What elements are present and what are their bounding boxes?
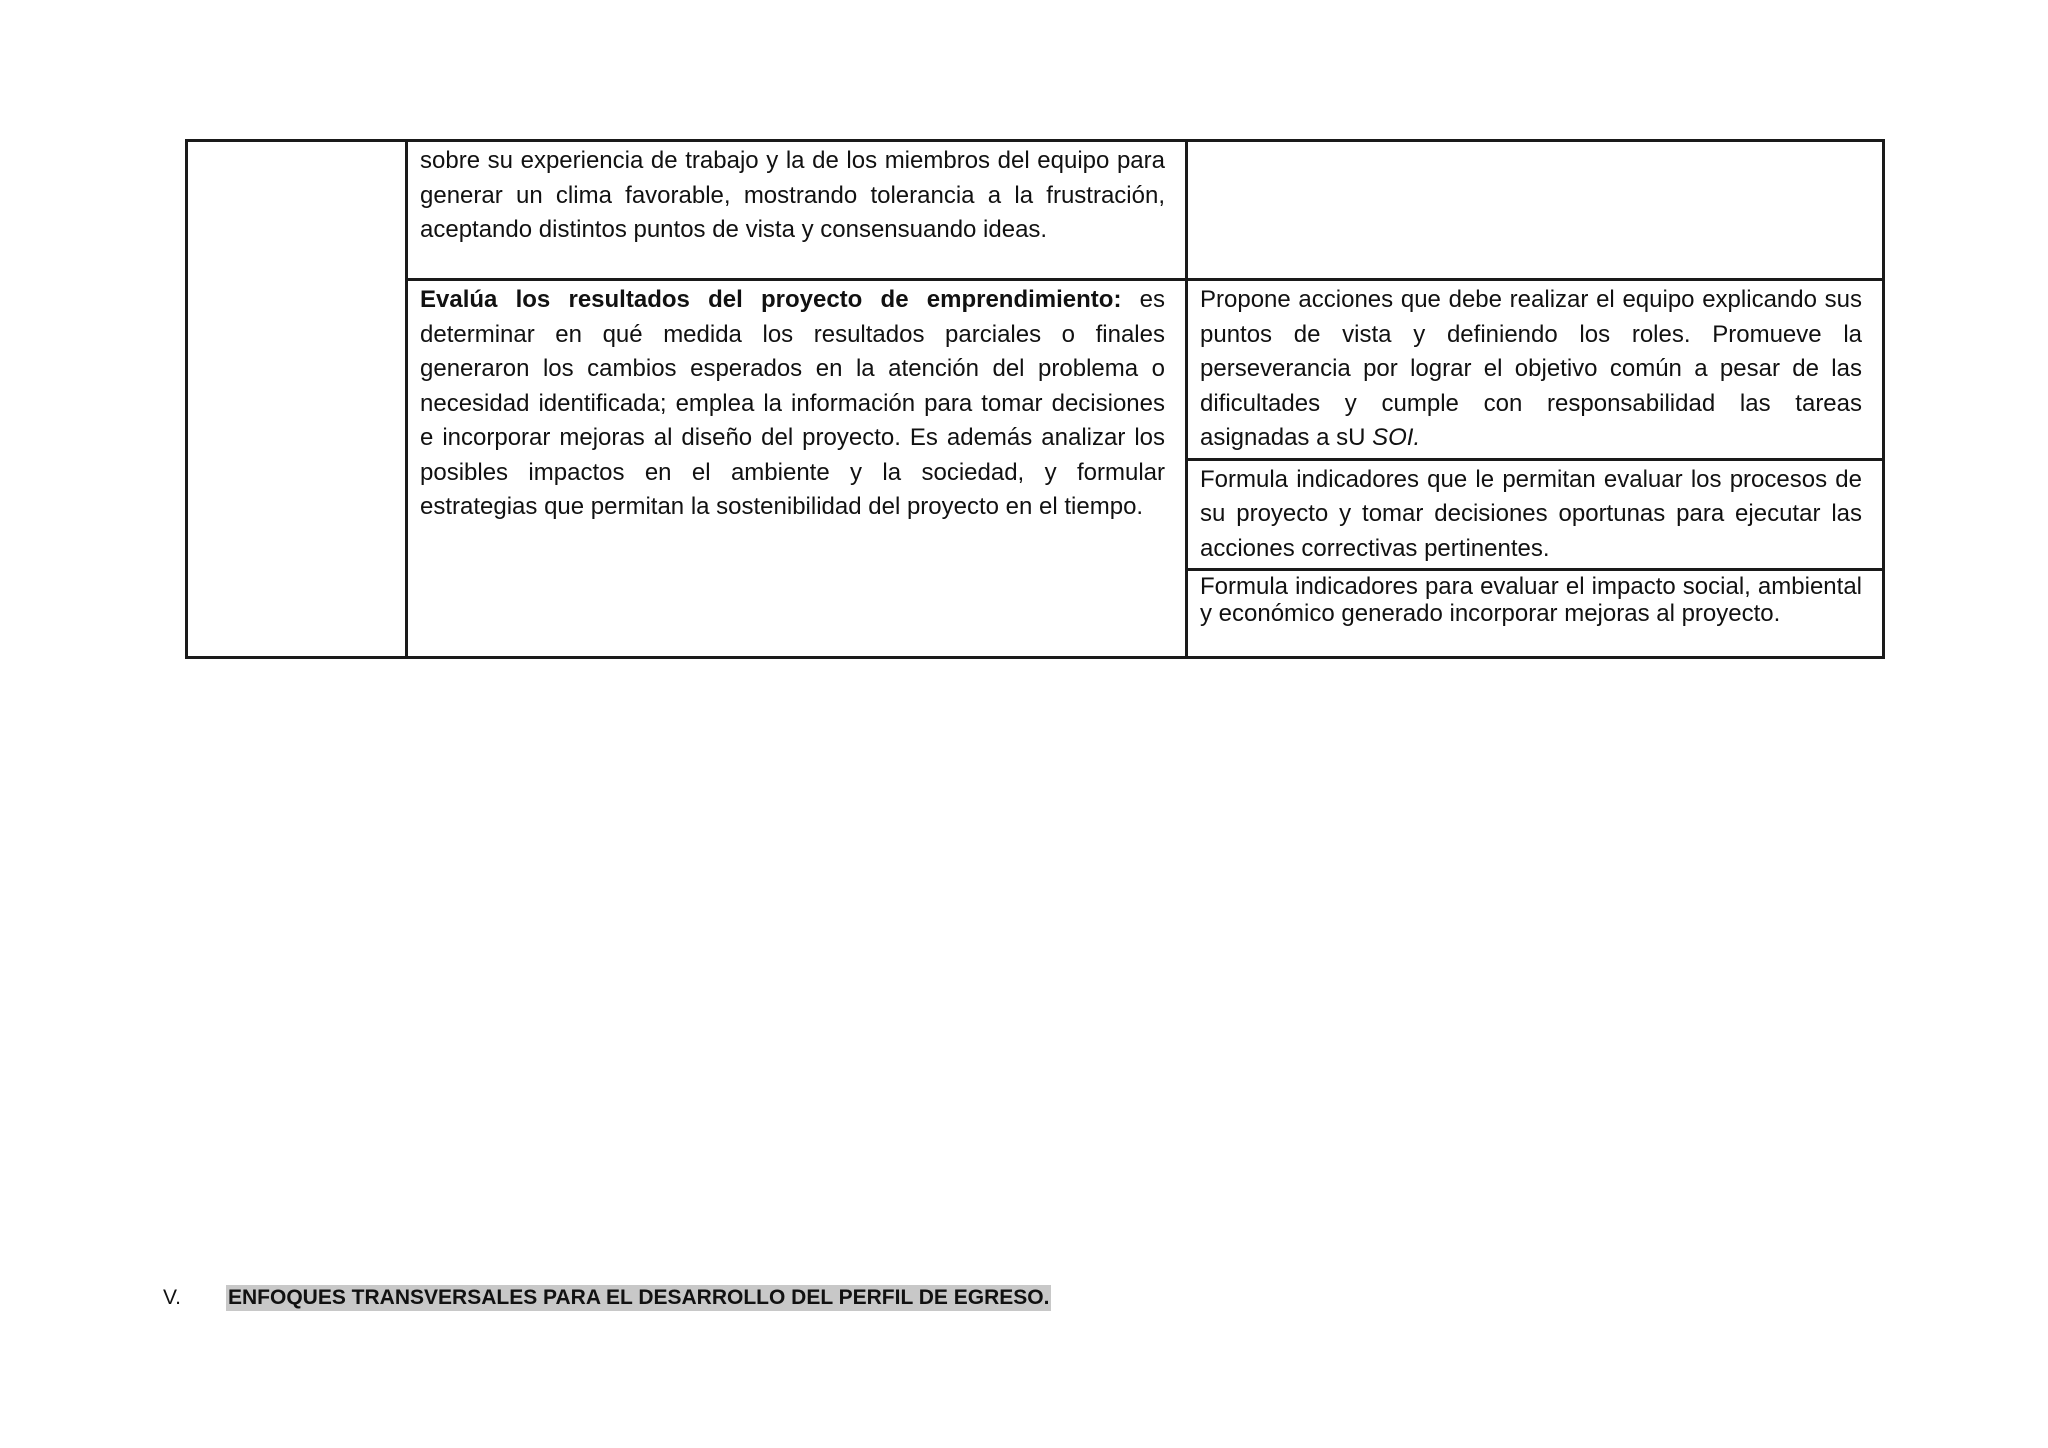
capacity-heading: Evalúa los resultados del proyecto de emprendimiento: (420, 286, 1122, 313)
table-row (187, 280, 1884, 460)
capacity-text: es determinar en qué medida los resultados parciales o finales generaron los cambios esperados en la atención del problema o necesidad identificada; emplea la información para tomar decisiones e incorporar mejoras al diseño del proyecto. Es además analizar los posibles impactos en el ambiente y la sociedad, y formular estrategias que permitan la sostenibilidad del proyecto en el tiempo. (420, 286, 1165, 520)
table-row (187, 141, 1884, 280)
performance-cell-empty (1187, 141, 1884, 280)
performance-text: Propone acciones que debe realizar el equipo explicando sus puntos de vista y definiendo los roles. Promueve la perseverancia por lograr el objetivo común a pesar de las dificultades y cumple con responsabilidad las tareas asignadas a sU (1200, 286, 1862, 451)
competency-table (185, 139, 1885, 659)
performance-cell (1187, 570, 1884, 658)
capacity-text: sobre su experiencia de trabajo y la de los miembros del equipo para generar un clima favorable, mostrando tolerancia a la frustración, aceptando distintos puntos de vista y consensuando ideas. (420, 147, 1165, 243)
section-heading (163, 1285, 1051, 1311)
performance-cell (1187, 280, 1884, 460)
performance-text-italic: SOI. (1372, 424, 1421, 451)
capacity-cell (407, 141, 1187, 280)
empty-left-cell (187, 141, 407, 658)
capacity-cell (407, 280, 1187, 658)
performance-text: Formula indicadores que le permitan evaluar los procesos de su proyecto y tomar decisiones oportunas para ejecutar las acciones correctivas pertinentes. (1200, 465, 1862, 562)
performance-cell (1187, 459, 1884, 570)
performance-text: Formula indicadores para evaluar el impacto social, ambiental y económico generado incorporar mejoras al proyecto. (1200, 573, 1862, 627)
section-number: V. (163, 1286, 181, 1309)
section-title: ENFOQUES TRANSVERSALES PARA EL DESARROLLO DEL PERFIL DE EGRESO. (228, 1286, 1050, 1309)
